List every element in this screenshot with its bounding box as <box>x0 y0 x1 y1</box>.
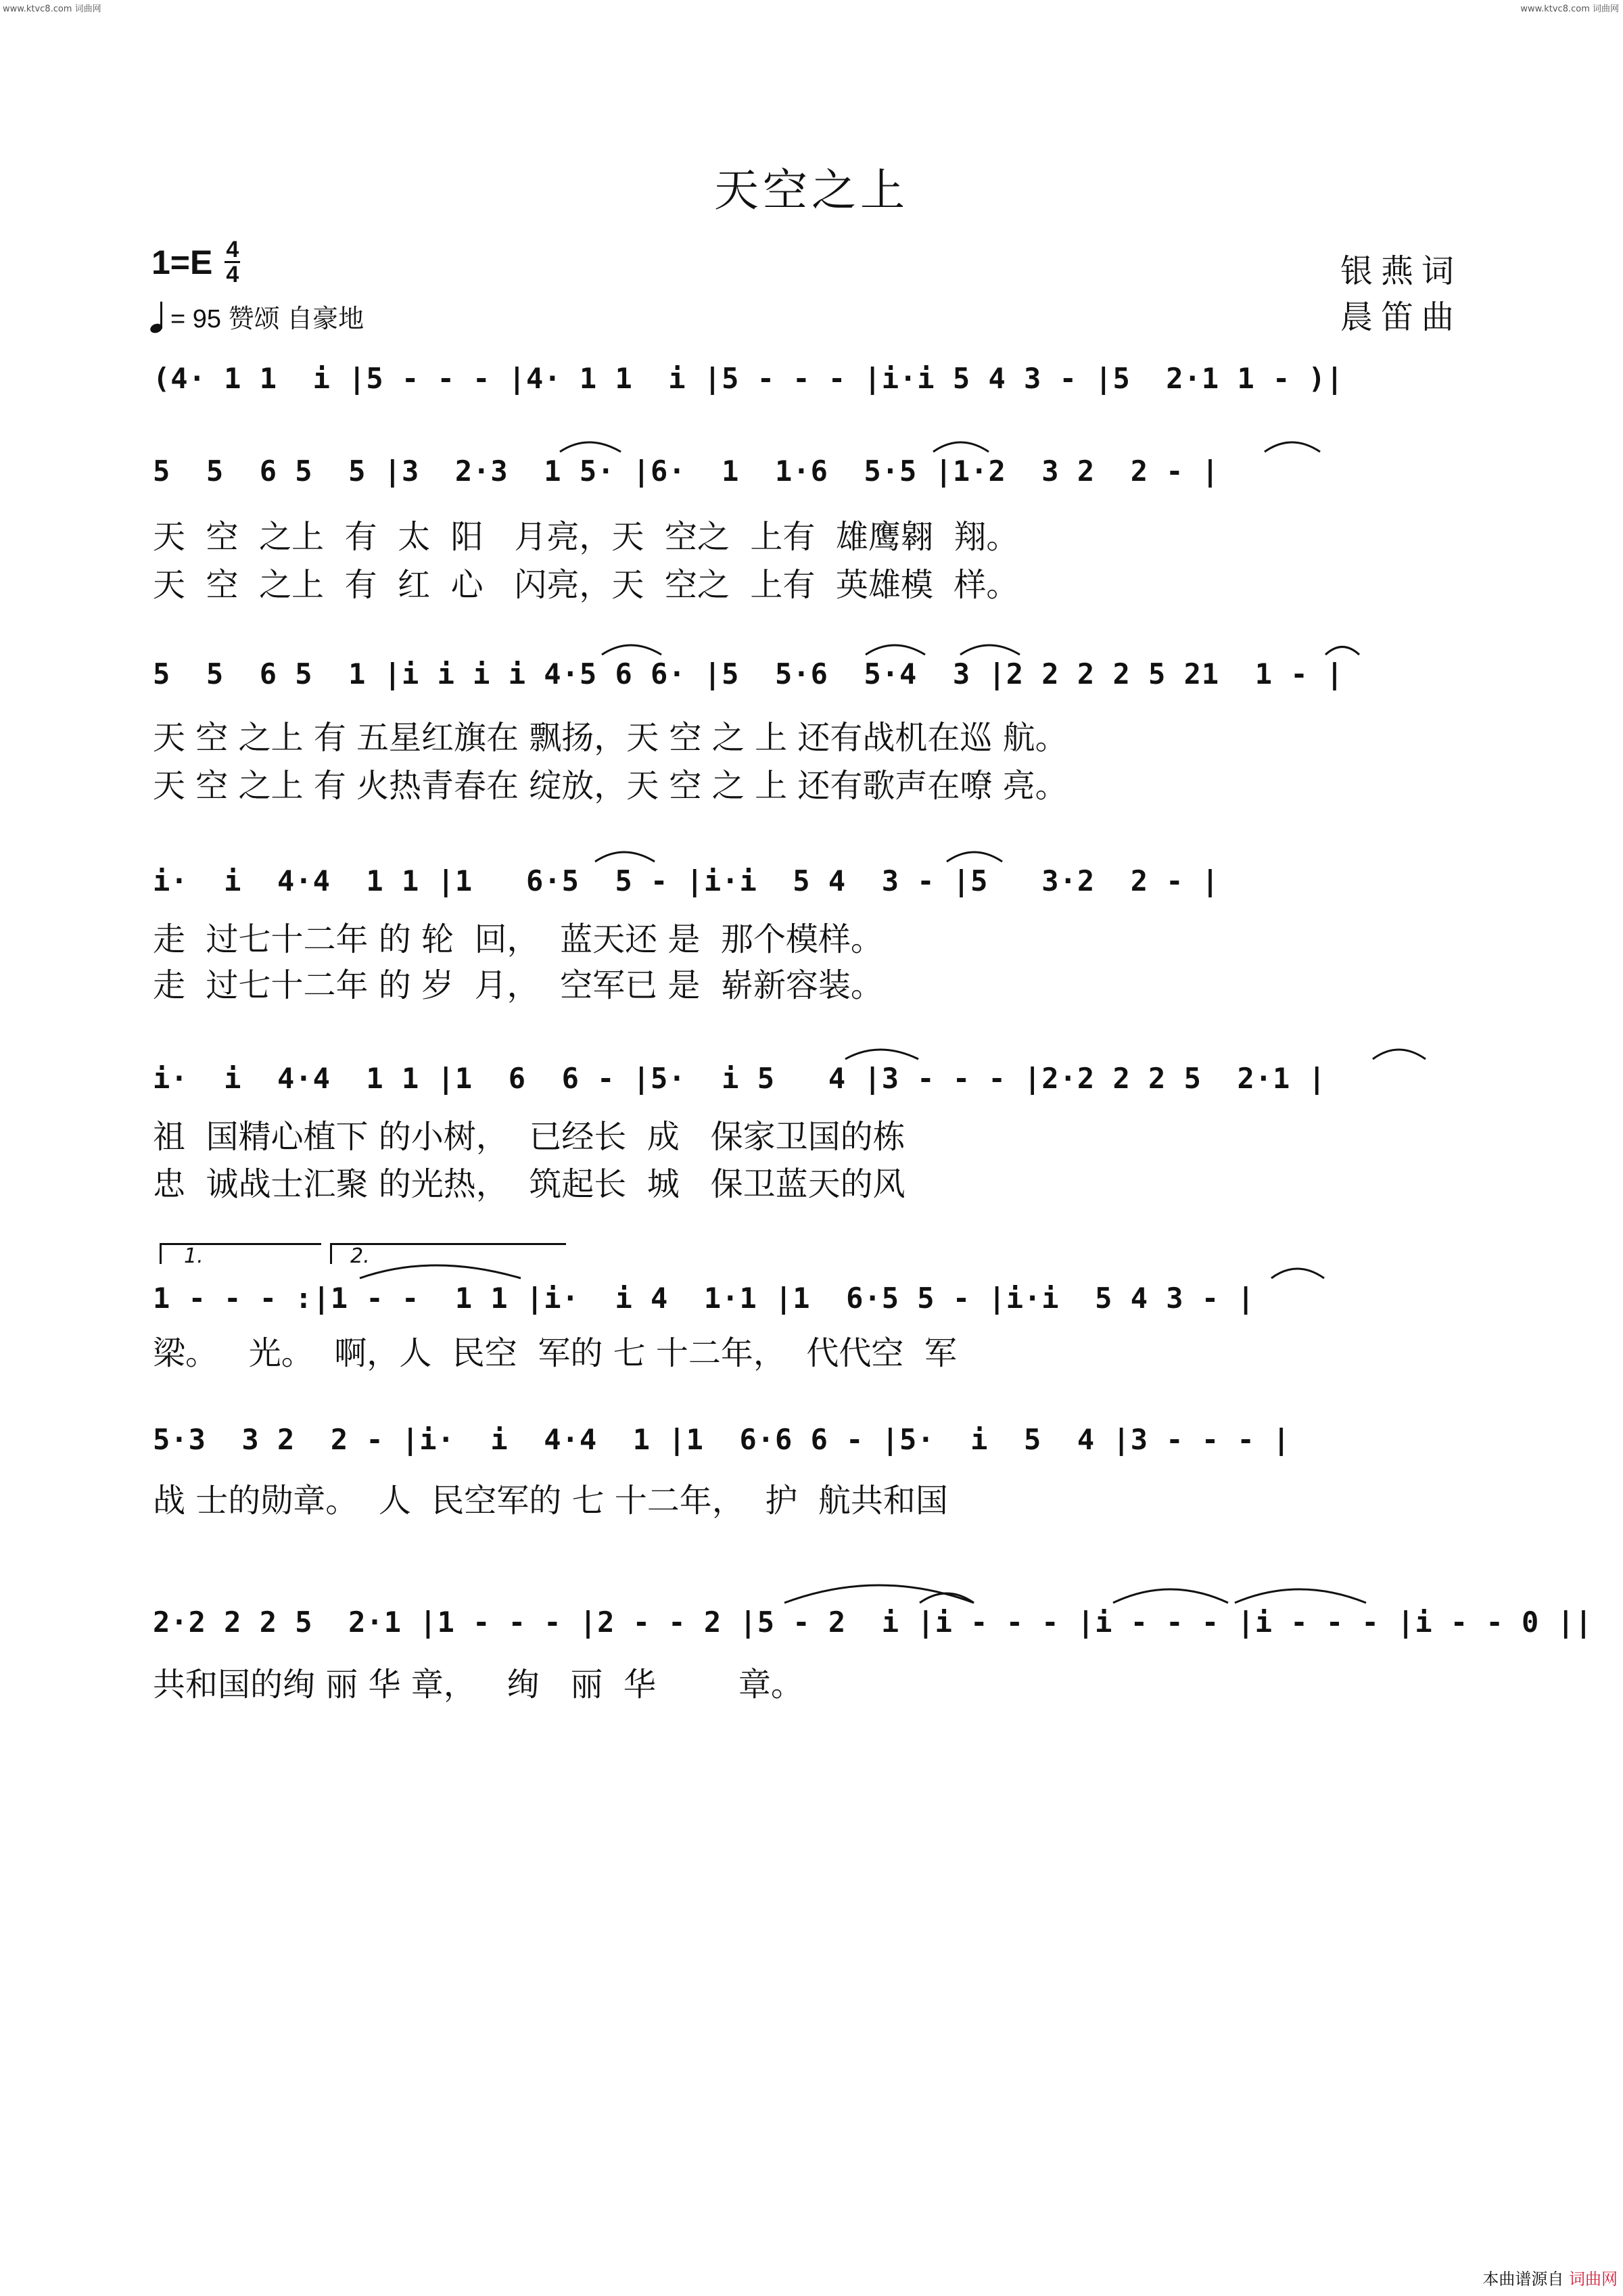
slur-arc <box>784 1585 974 1603</box>
notation-line-4: i· i 4·4 1 1 |1 6·5 5 - |i·i 5 4 3 - |5 3·2 2 - | <box>153 864 1220 897</box>
slur-arc <box>602 645 661 655</box>
slur-arc <box>1325 647 1359 655</box>
volta-label-2: 2. <box>350 1244 370 1268</box>
key-signature <box>151 238 240 286</box>
slur-arc <box>947 852 1002 862</box>
notation-line-3: 5 5 6 5 1 |i i i i 4·5 6 6· |5 5·6 5·4 3 |2 2 2 2 5 21 1 - | <box>153 657 1344 690</box>
key-label: 1=E <box>151 243 213 281</box>
lyric-line-3: 天 空 之上 有 五星红旗在 飘扬，天 空 之 上 还有战机在巡 航。 <box>153 719 1068 757</box>
notation-line-5: i· i 4·4 1 1 |1 6 6 - |5· i 5 4 |3 - - - |2·2 2 2 5 2·1 | <box>153 1062 1326 1095</box>
slur-arc <box>960 645 1020 655</box>
notation-line-8: 2·2 2 2 5 2·1 |1 - - - |2 - - 2 |5 - 2 i |i - - - |i - - - |i - - - |i - - 0 || <box>153 1606 1593 1639</box>
footer-source: 本曲谱源自 <box>1482 2270 1564 2289</box>
slur-arc <box>1373 1050 1426 1059</box>
notation-line-7: 5·3 3 2 2 - |i· i 4·4 1 |1 6·6 6 - |5· i 5 4 |3 - - - | <box>153 1423 1291 1456</box>
lyric-line-8: 忠 诚战士汇聚 的光热， 筑起长 城 保卫蓝天的风 <box>153 1165 905 1203</box>
lyric-line-10: 战 士的勋章。 人 民空军的 七 十二年， 护 航共和国 <box>153 1482 948 1520</box>
slur-arc <box>920 1593 974 1603</box>
lyric-line-4: 天 空 之上 有 火热青春在 绽放，天 空 之 上 还有歌声在嘹 亮。 <box>153 767 1068 805</box>
slur-arc <box>933 442 989 452</box>
song-title: 天空之上 <box>714 164 909 216</box>
site-watermark-left: www.ktvc8.com 词曲网 <box>3 4 101 14</box>
slur-arc <box>360 1265 521 1278</box>
lyric-line-11: 共和国的绚 丽 华 章， 绚 丽 华 章。 <box>153 1666 803 1704</box>
time-top: 4 <box>226 237 239 262</box>
composer-credit: 晨笛曲 <box>1340 298 1462 336</box>
slur-arc <box>595 852 655 862</box>
tempo-text: = 95 赞颂 自豪地 <box>170 305 364 333</box>
volta-label-1: 1. <box>184 1244 204 1268</box>
slur-arc <box>1265 442 1320 452</box>
slur-arc <box>1235 1589 1366 1603</box>
lyric-line-7: 祖 国精心植下 的小树， 已经长 成 保家卫国的栋 <box>153 1118 905 1156</box>
time-bottom: 4 <box>226 262 239 287</box>
lyric-line-5: 走 过七十二年 的 轮 回， 蓝天还 是 那个模样。 <box>153 920 883 958</box>
notation-line-1: (4· 1 1 i |5 - - - |4· 1 1 i |5 - - - |i·i 5 4 3 - |5 2·1 1 - )| <box>153 362 1344 395</box>
tempo-marking <box>150 298 364 335</box>
time-signature <box>225 238 240 286</box>
slur-arc <box>1113 1589 1228 1603</box>
lyricist-credit: 银燕词 <box>1340 252 1462 290</box>
site-watermark-right: www.ktvc8.com 词曲网 <box>1520 4 1619 14</box>
footer-brand: 词曲网 <box>1569 2270 1618 2289</box>
quarter-note-icon <box>150 300 165 333</box>
slur-arc <box>866 645 925 655</box>
notation-line-2: 5 5 6 5 5 |3 2·3 1 5· |6· 1 1·6 5·5 |1·2 3 2 2 - | <box>153 454 1220 488</box>
lyric-line-2: 天 空 之上 有 红 心 闪亮，天 空之 上有 英雄模 样。 <box>153 566 1019 604</box>
lyric-line-9: 梁。 光。 啊，人 民空 军的 七 十二年， 代代空 军 <box>153 1334 957 1372</box>
notation-line-6: 1 - - - :|1 - - 1 1 |i· i 4 1·1 |1 6·5 5 - |i·i 5 4 3 - | <box>153 1282 1255 1315</box>
lyric-line-6: 走 过七十二年 的 岁 月， 空军已 是 崭新容装。 <box>153 966 883 1004</box>
slur-arc <box>1271 1269 1324 1278</box>
footer-credit <box>1482 2266 1618 2289</box>
slur-arc <box>560 442 621 452</box>
lyric-line-1: 天 空 之上 有 太 阳 月亮，天 空之 上有 雄鹰翱 翔。 <box>153 518 1019 556</box>
slur-arc <box>845 1050 918 1059</box>
